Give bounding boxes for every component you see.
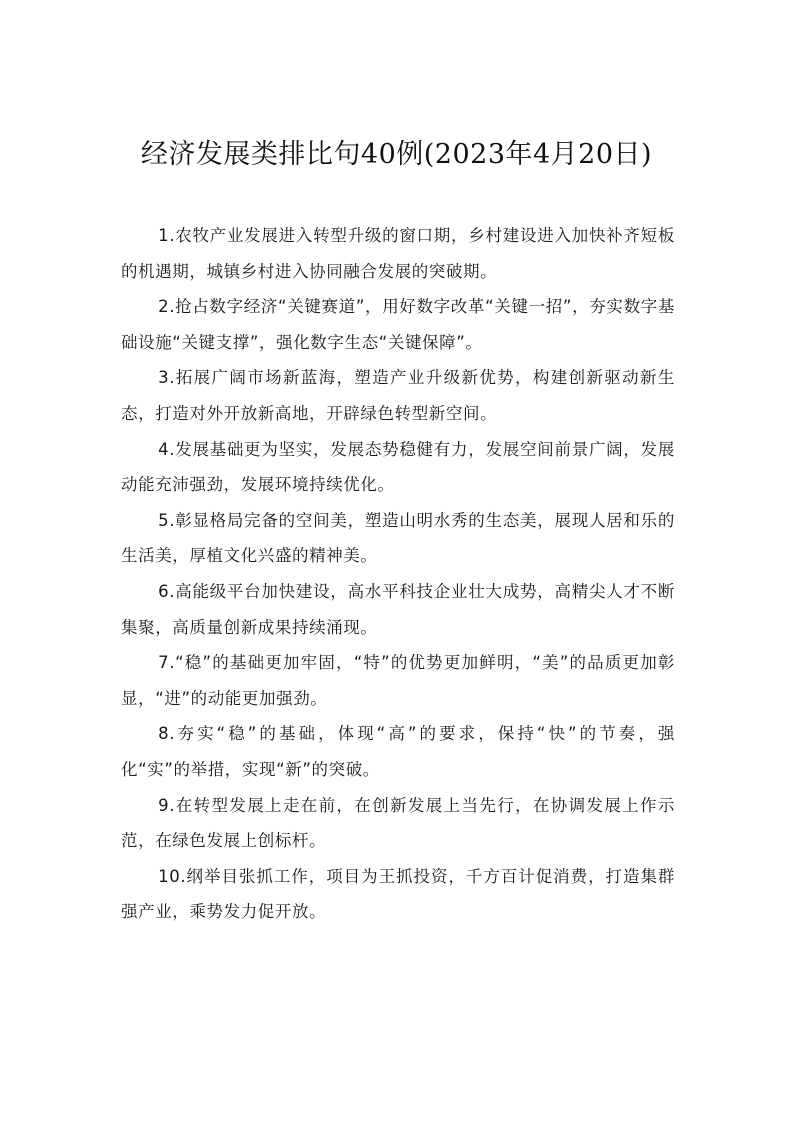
- paragraph-8: 8.夯实“稳”的基础，体现“高”的要求，保持“快”的节奏，强化“实”的举措，实现“新”的突破。: [121, 724, 675, 779]
- paragraph-1: 1.农牧产业发展进入转型升级的窗口期，乡村建设进入加快补齐短板的机遇期，城镇乡村进入协同融合发展的突破期。: [121, 226, 675, 281]
- paragraph-5: 5.彰显格局完备的空间美，塑造山明水秀的生态美，展现人居和乐的生活美，厚植文化兴盛的精神美。: [121, 510, 675, 566]
- document-title: 经济发展类排比句40例(2023年4月20日): [140, 139, 653, 170]
- document-body: [121, 218, 675, 930]
- paragraph-9: 9.在转型发展上走在前，在创新发展上当先行，在协调发展上作示范，在绿色发展上创标杆。: [121, 795, 675, 851]
- paragraph-6: 6.高能级平台加快建设，高水平科技企业壮大成势，高精尖人才不断集聚，高质量创新成果持续涌现。: [121, 581, 675, 637]
- paragraph-3: 3.拓展广阔市场新蓝海，塑造产业升级新优势，构建创新驱动新生态，打造对外开放新高地，开辟绿色转型新空间。: [121, 368, 675, 423]
- paragraph-7: 7.“稳”的基础更加牢固，“特”的优势更加鲜明，“美”的品质更加彰显，“进”的动能更加强劲。: [121, 653, 675, 708]
- paragraph-10: 10.纲举目张抓工作，项目为王抓投资，千方百计促消费，打造集群强产业，乘势发力促开放。: [121, 866, 675, 922]
- paragraph-2: 2.抢占数字经济“关键赛道”，用好数字改革“关键一招”，夯实数字基础设施“关键支撑”，强化数字生态“关键保障”。: [121, 297, 675, 352]
- paragraph-4: 4.发展基础更为坚实，发展态势稳健有力，发展空间前景广阔，发展动能充沛强劲，发展环境持续优化。: [121, 439, 675, 495]
